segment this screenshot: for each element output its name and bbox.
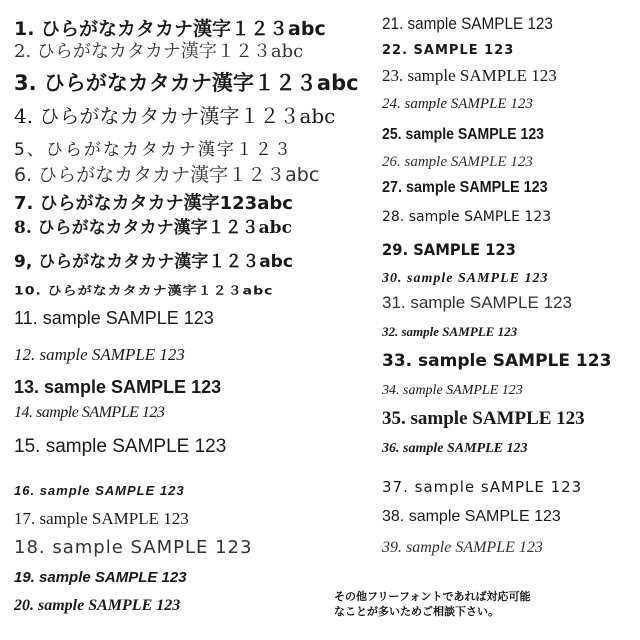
font-sample-38: 38. sample SAMPLE 123 [382, 508, 561, 525]
font-sample-15: 15. sample SAMPLE 123 [14, 436, 227, 457]
font-sample-6: 6. ひらがなカタカナ漢字１２３abc [14, 164, 320, 186]
font-sample-27: 27. sample SAMPLE 123 [382, 179, 548, 196]
font-sample-26: 26. sample SAMPLE 123 [382, 154, 533, 170]
note-line-1: その他フリーフォントであれば対応可能 [334, 590, 531, 603]
font-sample-11: 11. sample SAMPLE 123 [14, 308, 214, 328]
font-sample-1: 1. ひらがなカタカナ漢字１２３abc [14, 18, 326, 40]
font-sample-19: 19. sample SAMPLE 123 [14, 569, 187, 586]
font-sample-14: 14. sample SAMPLE 123 [14, 404, 165, 421]
font-sample-39: 39. sample SAMPLE 123 [382, 539, 543, 556]
font-sample-4: 4. ひらがなカタカナ漢字１２３abc [14, 104, 336, 128]
font-sample-9: 9, ひらがなカタカナ漢字１２３abc [14, 252, 293, 272]
font-sample-28: 28. sample SAMPLE 123 [382, 209, 552, 225]
font-sample-33: 33. sample SAMPLE 123 [382, 351, 612, 371]
font-sample-13: 13. sample SAMPLE 123 [14, 377, 222, 397]
font-sample-37: 37. sample sAMPLE 123 [382, 478, 583, 496]
font-sample-25: 25. sample SAMPLE 123 [382, 126, 545, 143]
font-sample-32: 32. sample SAMPLE 123 [382, 324, 518, 339]
free-font-note [334, 589, 530, 619]
font-sample-16: 16. sample SAMPLE 123 [14, 483, 185, 498]
font-sample-34: 34. sample SAMPLE 123 [382, 383, 523, 398]
font-sample-30: 30. sample SAMPLE 123 [382, 271, 549, 286]
font-sample-22: 22. SAMPLE 123 [382, 43, 515, 58]
font-sample-21: 21. sample SAMPLE 123 [382, 14, 553, 33]
font-sample-24: 24. sample SAMPLE 123 [382, 96, 533, 112]
font-sample-2: 2. ひらがなカタカナ漢字１２３abc [14, 41, 304, 62]
font-sample-8: 8. ひらがなカタカナ漢字１２３abc [14, 218, 292, 238]
font-sample-20: 20. sample SAMPLE 123 [14, 597, 181, 614]
font-sample-29: 29. SAMPLE 123 [382, 240, 516, 259]
font-sample-36: 36. sample SAMPLE 123 [382, 441, 528, 456]
font-sample-7: 7. ひらがなカタカナ漢字123abc [14, 193, 293, 214]
font-sample-5: 5、ひらがなカタカナ漢字１２３ [14, 140, 293, 160]
font-sample-3: 3. ひらがなカタカナ漢字１２３abc [14, 71, 359, 95]
font-sample-12: 12. sample SAMPLE 123 [14, 345, 185, 364]
font-sample-17: 17. sample SAMPLE 123 [14, 509, 189, 528]
note-line-2: なことが多いためご相談下さい。 [334, 605, 499, 618]
font-sample-31: 31. sample SAMPLE 123 [382, 293, 572, 312]
font-sample-35: 35. sample SAMPLE 123 [382, 408, 585, 429]
font-sample-23: 23. sample SAMPLE 123 [382, 66, 557, 85]
font-sample-18: 18. sample SAMPLE 123 [14, 537, 253, 558]
font-sample-10: 10. ひらがなカタカナ漢字１２３abc [14, 284, 274, 298]
